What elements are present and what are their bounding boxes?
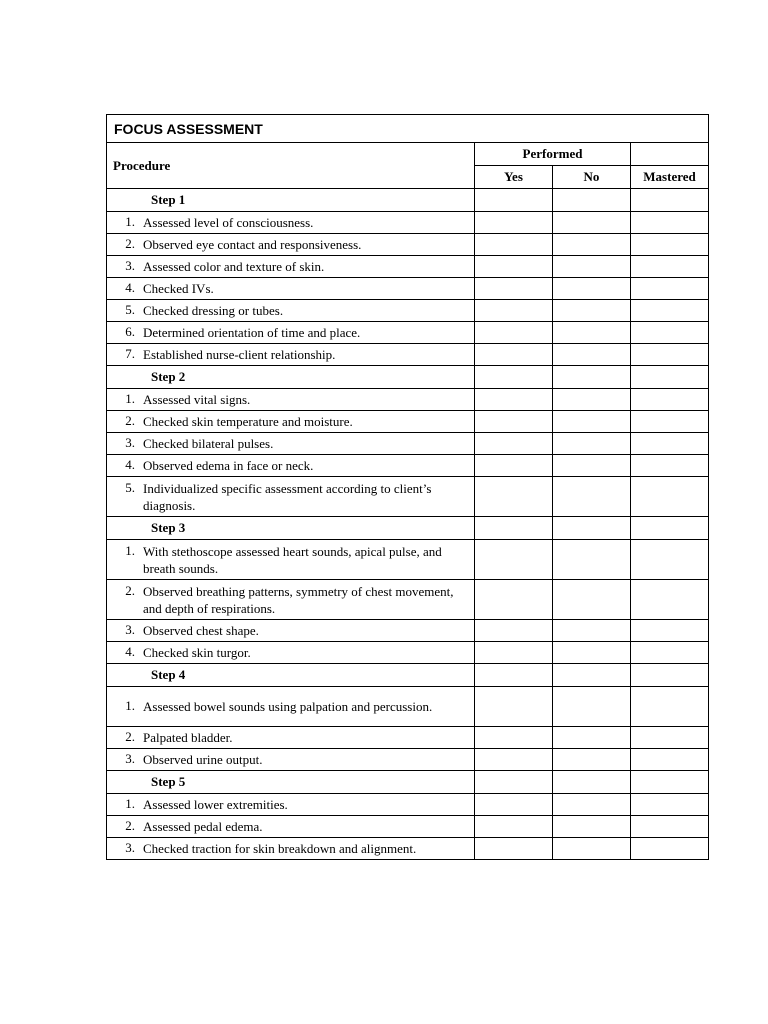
item-mastered-cell[interactable]	[631, 411, 709, 433]
procedure-item	[107, 622, 474, 639]
item-yes-cell[interactable]	[475, 620, 553, 642]
item-no-cell[interactable]	[553, 794, 631, 816]
item-number: 2.	[125, 582, 135, 598]
item-text: Assessed level of consciousness.	[143, 215, 314, 230]
item-mastered-cell[interactable]	[631, 477, 709, 517]
item-number: 2.	[125, 236, 135, 251]
procedure-item	[107, 391, 474, 408]
item-no-cell[interactable]	[553, 540, 631, 580]
procedure-item	[107, 840, 474, 857]
step-mastered-cell[interactable]	[631, 517, 709, 540]
step-yes-cell[interactable]	[475, 517, 553, 540]
step-mastered-cell[interactable]	[631, 664, 709, 687]
item-text: Determined orientation of time and place.	[143, 325, 361, 340]
item-number: 3.	[125, 840, 135, 855]
procedure-cell	[107, 322, 475, 344]
item-text: Established nurse-client relationship.	[143, 347, 336, 362]
step-no-cell[interactable]	[553, 189, 631, 212]
item-text: Palpated bladder.	[143, 730, 233, 745]
item-text: Checked skin temperature and moisture.	[143, 414, 353, 429]
header-row-1	[107, 143, 709, 166]
item-no-cell[interactable]	[553, 300, 631, 322]
procedure-item	[107, 698, 474, 715]
item-text: Assessed bowel sounds using palpation and percussion.	[143, 699, 433, 714]
procedure-cell	[107, 687, 475, 727]
procedure-row	[107, 234, 709, 256]
item-no-cell[interactable]	[553, 278, 631, 300]
step-label: Step 1	[107, 189, 475, 212]
assessment-table	[106, 114, 709, 860]
item-text: Observed edema in face or neck.	[143, 458, 314, 473]
item-text: Observed eye contact and responsiveness.	[143, 237, 362, 252]
procedure-item	[107, 258, 474, 275]
item-number: 3.	[125, 435, 135, 450]
item-no-cell[interactable]	[553, 344, 631, 366]
procedure-item	[107, 457, 474, 474]
step-yes-cell[interactable]	[475, 664, 553, 687]
item-no-cell[interactable]	[553, 455, 631, 477]
item-no-cell[interactable]	[553, 642, 631, 664]
step-no-cell[interactable]	[553, 771, 631, 794]
item-mastered-cell[interactable]	[631, 212, 709, 234]
procedure-cell	[107, 838, 475, 860]
item-number: 5.	[125, 302, 135, 317]
item-mastered-cell[interactable]	[631, 620, 709, 642]
item-no-cell[interactable]	[553, 433, 631, 455]
item-number: 2.	[125, 818, 135, 833]
step-row	[107, 664, 709, 687]
item-number: 3.	[125, 622, 135, 637]
item-mastered-cell[interactable]	[631, 642, 709, 664]
item-text: Observed chest shape.	[143, 623, 259, 638]
procedure-cell	[107, 234, 475, 256]
item-number: 5.	[125, 479, 135, 495]
item-mastered-cell[interactable]	[631, 838, 709, 860]
title-row	[107, 115, 709, 143]
procedure-row	[107, 749, 709, 771]
item-number: 1.	[125, 214, 135, 229]
mastered-header: Mastered	[631, 166, 709, 189]
no-header: No	[553, 166, 631, 189]
item-mastered-cell[interactable]	[631, 580, 709, 620]
procedure-header: Procedure	[107, 143, 475, 189]
item-yes-cell[interactable]	[475, 749, 553, 771]
item-no-cell[interactable]	[553, 234, 631, 256]
procedure-item	[107, 280, 474, 297]
step-mastered-cell[interactable]	[631, 366, 709, 389]
item-number: 2.	[125, 729, 135, 744]
procedure-item	[107, 480, 474, 514]
item-no-cell[interactable]	[553, 620, 631, 642]
item-yes-cell[interactable]	[475, 212, 553, 234]
item-text: Checked bilateral pulses.	[143, 436, 274, 451]
procedure-item	[107, 543, 474, 577]
step-no-cell[interactable]	[553, 664, 631, 687]
header-blank-cell	[631, 143, 709, 166]
item-mastered-cell[interactable]	[631, 389, 709, 411]
item-no-cell[interactable]	[553, 838, 631, 860]
item-text: Checked traction for skin breakdown and alignment.	[143, 841, 417, 856]
procedure-cell	[107, 256, 475, 278]
item-mastered-cell[interactable]	[631, 300, 709, 322]
item-number: 3.	[125, 258, 135, 273]
item-yes-cell[interactable]	[475, 411, 553, 433]
procedure-cell	[107, 794, 475, 816]
item-number: 1.	[125, 391, 135, 406]
step-yes-cell[interactable]	[475, 189, 553, 212]
step-yes-cell[interactable]	[475, 366, 553, 389]
step-row	[107, 771, 709, 794]
item-no-cell[interactable]	[553, 477, 631, 517]
item-yes-cell[interactable]	[475, 794, 553, 816]
procedure-cell	[107, 389, 475, 411]
item-yes-cell[interactable]	[475, 344, 553, 366]
step-label: Step 4	[107, 664, 475, 687]
item-yes-cell[interactable]	[475, 389, 553, 411]
item-yes-cell[interactable]	[475, 433, 553, 455]
item-no-cell[interactable]	[553, 411, 631, 433]
step-mastered-cell[interactable]	[631, 189, 709, 212]
item-yes-cell[interactable]	[475, 455, 553, 477]
item-mastered-cell[interactable]	[631, 727, 709, 749]
procedure-cell	[107, 455, 475, 477]
procedure-row	[107, 389, 709, 411]
procedure-cell	[107, 540, 475, 580]
item-yes-cell[interactable]	[475, 256, 553, 278]
item-yes-cell[interactable]	[475, 642, 553, 664]
procedure-cell	[107, 727, 475, 749]
item-mastered-cell[interactable]	[631, 749, 709, 771]
procedure-cell	[107, 433, 475, 455]
procedure-item	[107, 818, 474, 835]
item-mastered-cell[interactable]	[631, 344, 709, 366]
item-no-cell[interactable]	[553, 727, 631, 749]
item-number: 4.	[125, 644, 135, 659]
procedure-row	[107, 838, 709, 860]
procedure-row	[107, 322, 709, 344]
item-text: Individualized specific assessment according to client’s diagnosis.	[143, 480, 432, 513]
item-text: Assessed color and texture of skin.	[143, 259, 325, 274]
item-yes-cell[interactable]	[475, 477, 553, 517]
procedure-item	[107, 644, 474, 661]
step-label: Step 2	[107, 366, 475, 389]
procedure-item	[107, 214, 474, 231]
item-yes-cell[interactable]	[475, 727, 553, 749]
procedure-item	[107, 324, 474, 341]
step-yes-cell[interactable]	[475, 771, 553, 794]
procedure-cell	[107, 580, 475, 620]
item-yes-cell[interactable]	[475, 540, 553, 580]
item-mastered-cell[interactable]	[631, 455, 709, 477]
step-row	[107, 189, 709, 212]
item-yes-cell[interactable]	[475, 234, 553, 256]
procedure-item	[107, 751, 474, 768]
step-row	[107, 517, 709, 540]
item-text: Assessed vital signs.	[143, 392, 251, 407]
procedure-row	[107, 278, 709, 300]
item-yes-cell[interactable]	[475, 580, 553, 620]
procedure-item	[107, 302, 474, 319]
item-mastered-cell[interactable]	[631, 540, 709, 580]
item-yes-cell[interactable]	[475, 278, 553, 300]
item-number: 4.	[125, 280, 135, 295]
item-number: 3.	[125, 751, 135, 766]
procedure-row	[107, 727, 709, 749]
item-no-cell[interactable]	[553, 749, 631, 771]
item-text: Observed urine output.	[143, 752, 263, 767]
item-number: 4.	[125, 457, 135, 472]
step-no-cell[interactable]	[553, 517, 631, 540]
procedure-cell	[107, 816, 475, 838]
item-number: 2.	[125, 413, 135, 428]
procedure-row	[107, 212, 709, 234]
performed-header: Performed	[475, 143, 631, 166]
item-text: Assessed lower extremities.	[143, 797, 288, 812]
procedure-row	[107, 411, 709, 433]
procedure-row	[107, 794, 709, 816]
item-number: 6.	[125, 324, 135, 339]
procedure-row	[107, 816, 709, 838]
procedure-item	[107, 796, 474, 813]
item-mastered-cell[interactable]	[631, 816, 709, 838]
procedure-row	[107, 540, 709, 580]
step-row	[107, 366, 709, 389]
item-no-cell[interactable]	[553, 580, 631, 620]
procedure-cell	[107, 749, 475, 771]
procedure-cell	[107, 344, 475, 366]
item-yes-cell[interactable]	[475, 322, 553, 344]
yes-header: Yes	[475, 166, 553, 189]
procedure-cell	[107, 477, 475, 517]
item-no-cell[interactable]	[553, 389, 631, 411]
item-yes-cell[interactable]	[475, 300, 553, 322]
step-no-cell[interactable]	[553, 366, 631, 389]
item-no-cell[interactable]	[553, 687, 631, 727]
procedure-item	[107, 413, 474, 430]
item-mastered-cell[interactable]	[631, 234, 709, 256]
procedure-row	[107, 256, 709, 278]
item-number: 7.	[125, 346, 135, 361]
procedure-item	[107, 729, 474, 746]
step-label: Step 5	[107, 771, 475, 794]
procedure-cell	[107, 411, 475, 433]
procedure-cell	[107, 212, 475, 234]
procedure-item	[107, 583, 474, 617]
procedure-cell	[107, 278, 475, 300]
item-no-cell[interactable]	[553, 256, 631, 278]
item-text: Checked IVs.	[143, 281, 214, 296]
procedure-row	[107, 620, 709, 642]
item-text: Observed breathing patterns, symmetry of chest movement, and depth of respirations.	[143, 583, 454, 616]
page-title: FOCUS ASSESSMENT	[107, 115, 709, 143]
procedure-item	[107, 346, 474, 363]
item-yes-cell[interactable]	[475, 816, 553, 838]
procedure-row	[107, 580, 709, 620]
step-mastered-cell[interactable]	[631, 771, 709, 794]
item-number: 1.	[125, 542, 135, 558]
item-text: With stethoscope assessed heart sounds, apical pulse, and breath sounds.	[143, 543, 442, 576]
step-label: Step 3	[107, 517, 475, 540]
item-number: 1.	[125, 698, 135, 713]
item-mastered-cell[interactable]	[631, 278, 709, 300]
item-yes-cell[interactable]	[475, 838, 553, 860]
procedure-row	[107, 300, 709, 322]
procedure-row	[107, 433, 709, 455]
item-text: Checked skin turgor.	[143, 645, 251, 660]
procedure-cell	[107, 642, 475, 664]
item-text: Assessed pedal edema.	[143, 819, 263, 834]
procedure-cell	[107, 620, 475, 642]
procedure-row	[107, 455, 709, 477]
item-mastered-cell[interactable]	[631, 687, 709, 727]
item-number: 1.	[125, 796, 135, 811]
item-mastered-cell[interactable]	[631, 322, 709, 344]
procedure-item	[107, 236, 474, 253]
item-mastered-cell[interactable]	[631, 433, 709, 455]
procedure-item	[107, 435, 474, 452]
procedure-row	[107, 344, 709, 366]
item-mastered-cell[interactable]	[631, 794, 709, 816]
procedure-row	[107, 477, 709, 517]
item-mastered-cell[interactable]	[631, 256, 709, 278]
item-no-cell[interactable]	[553, 212, 631, 234]
item-text: Checked dressing or tubes.	[143, 303, 284, 318]
procedure-row	[107, 642, 709, 664]
procedure-row	[107, 687, 709, 727]
item-no-cell[interactable]	[553, 322, 631, 344]
item-no-cell[interactable]	[553, 816, 631, 838]
item-yes-cell[interactable]	[475, 687, 553, 727]
procedure-cell	[107, 300, 475, 322]
